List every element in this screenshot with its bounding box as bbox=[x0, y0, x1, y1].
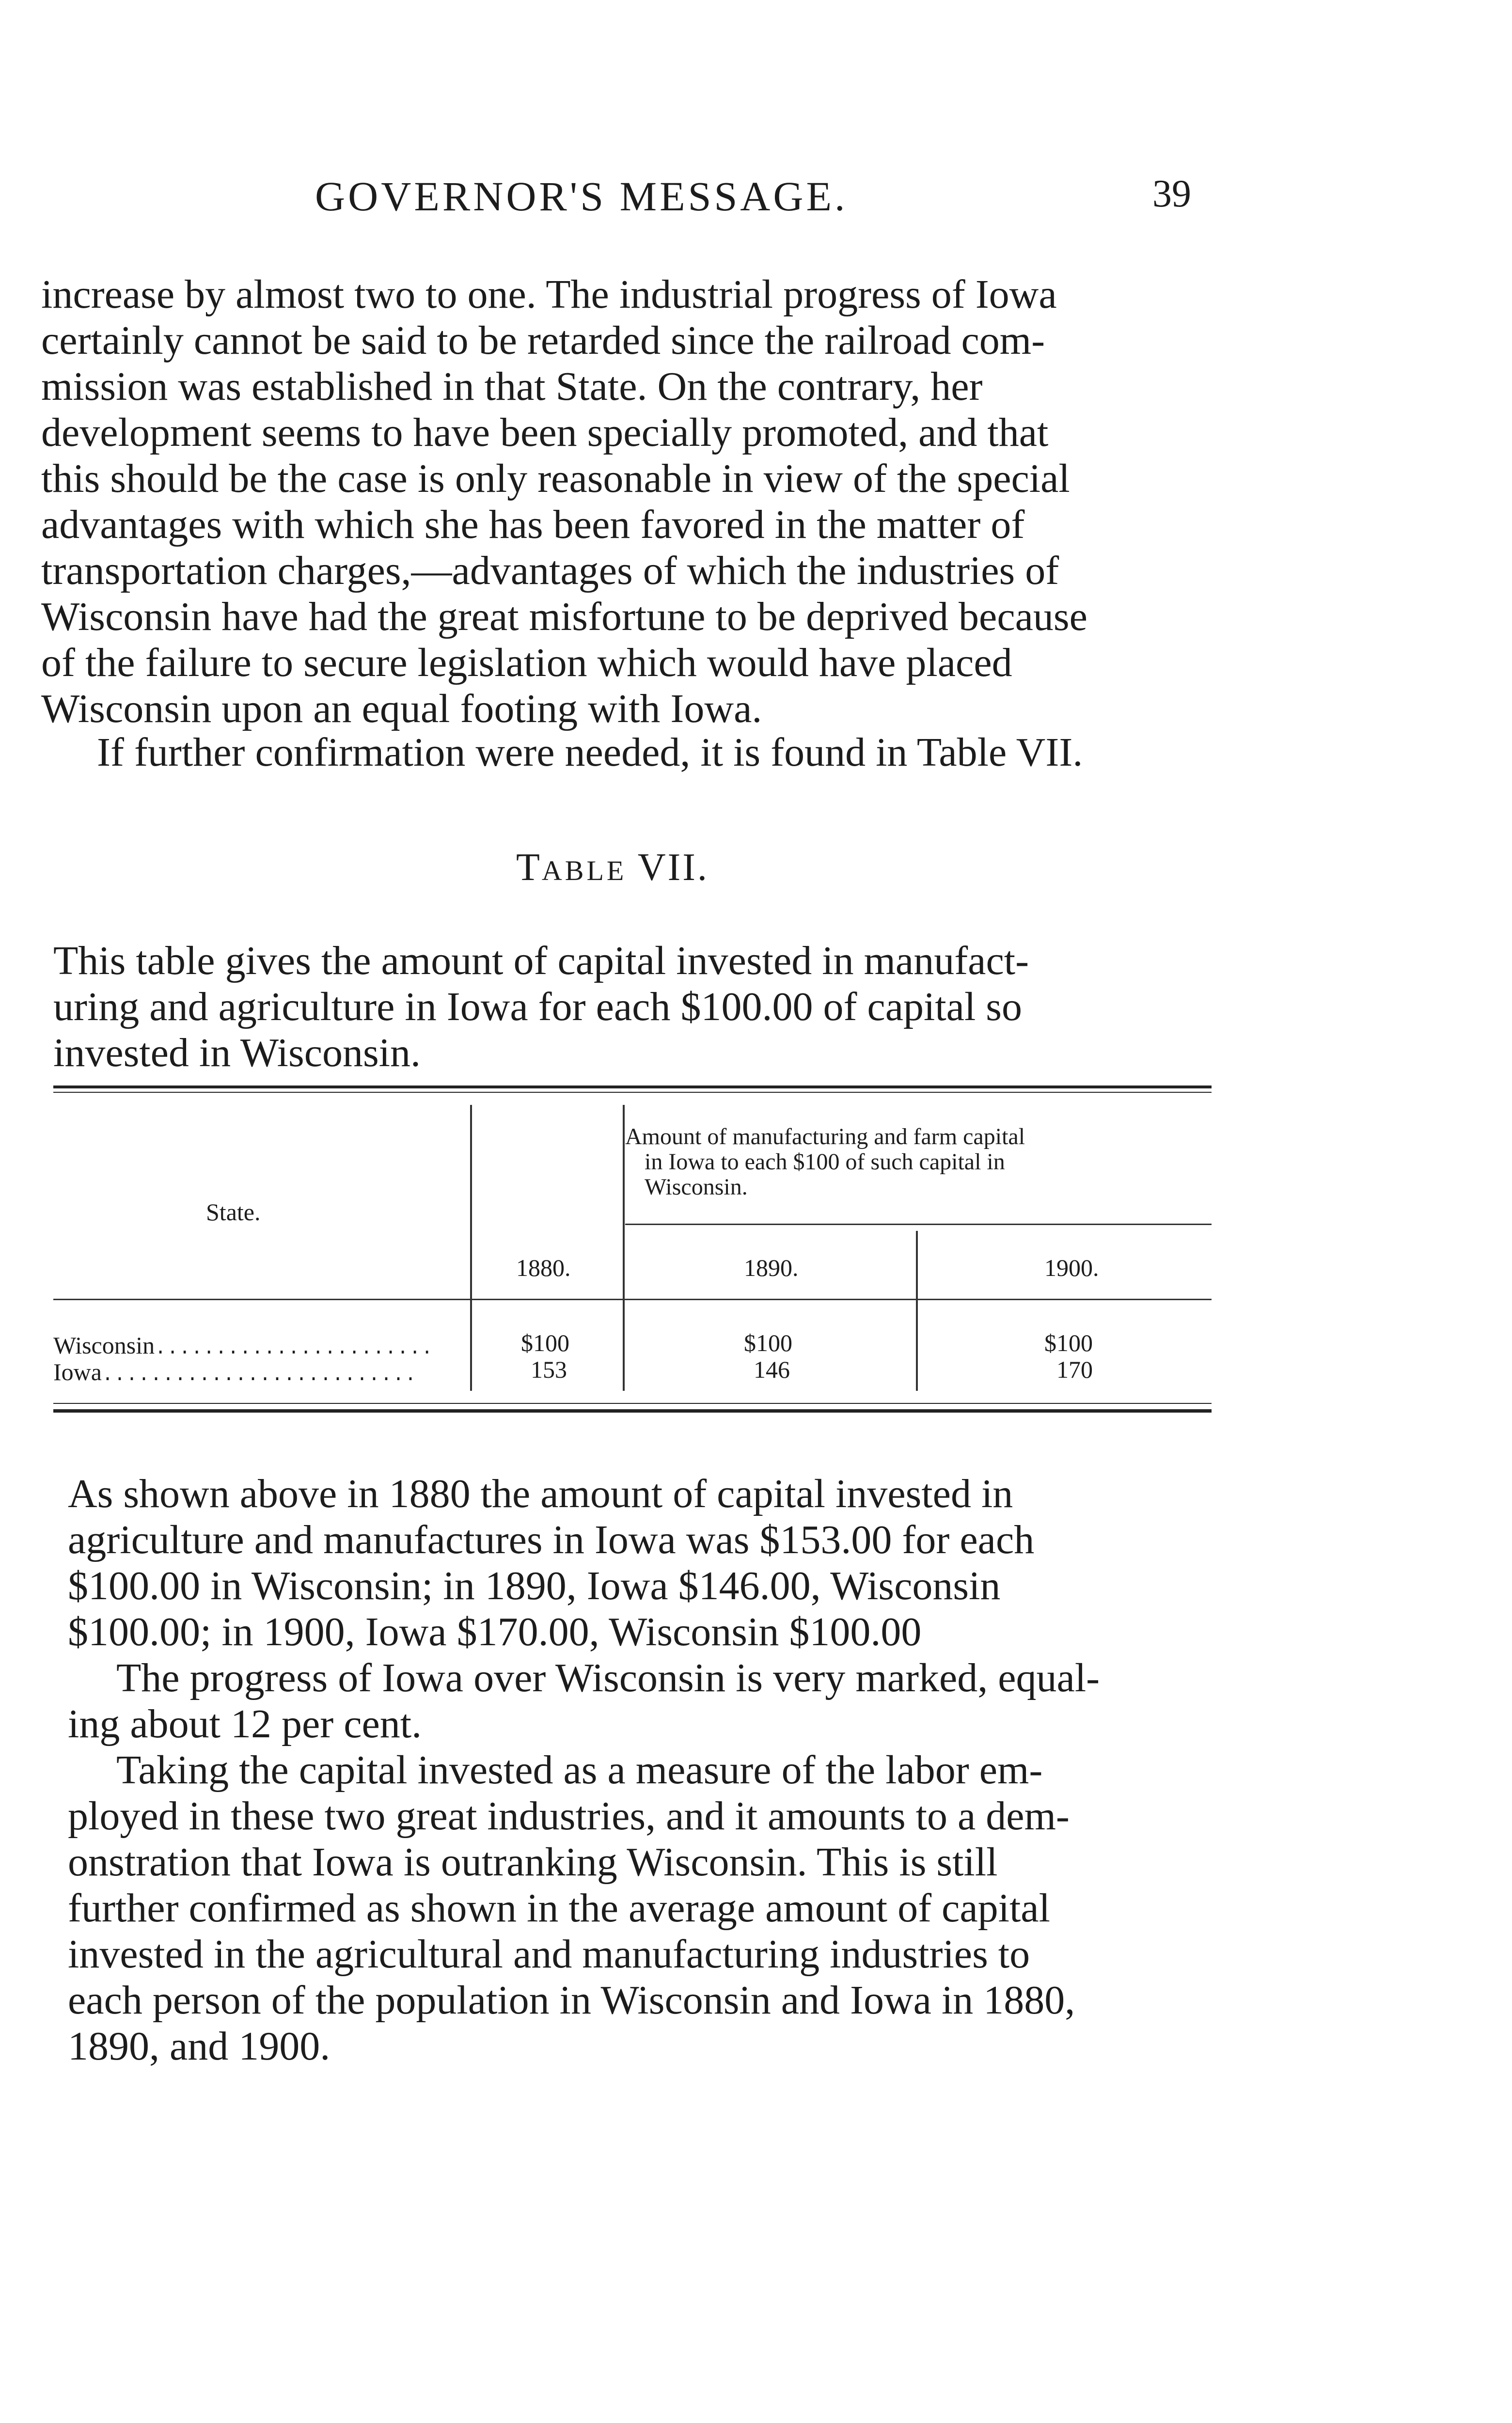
text-line: this should be the case is only reasonable in view of the special bbox=[41, 456, 1070, 501]
paragraph-1 bbox=[41, 271, 1204, 732]
state-name: Iowa bbox=[53, 1358, 102, 1385]
text-line: Taking the capital invested as a measure of the labor em- bbox=[116, 1747, 1043, 1793]
text-line: each person of the population in Wisconsin and Iowa in 1880, bbox=[68, 1978, 1075, 2023]
table-caption bbox=[53, 938, 1207, 1076]
text-line: agriculture and manufactures in Iowa was $153.00 for each bbox=[68, 1517, 1035, 1562]
year-header-1890: 1890. bbox=[744, 1254, 799, 1281]
text-line: This table gives the amount of capital invested in manufact- bbox=[53, 938, 1029, 983]
table-cell: $100 bbox=[521, 1329, 569, 1356]
text-line: invested in the agricultural and manufacturing industries to bbox=[68, 1932, 1030, 1977]
table-title-smallcaps: ABLE bbox=[541, 855, 627, 886]
year-header-1900: 1900. bbox=[1044, 1254, 1099, 1281]
table-top-rule bbox=[53, 1086, 1212, 1088]
column-divider bbox=[470, 1105, 472, 1391]
text-line: certainly cannot be said to be retarded since the railroad com- bbox=[41, 318, 1045, 363]
table-title-number: VII. bbox=[637, 846, 709, 889]
text-line: If further confirmation were needed, it is found in Table VII. bbox=[97, 730, 1083, 775]
row-state-iowa bbox=[53, 1359, 417, 1388]
column-divider bbox=[623, 1105, 625, 1391]
header-bottom-rule bbox=[53, 1299, 1212, 1300]
text-line: mission was established in that State. On the contrary, her bbox=[41, 364, 983, 409]
year-header-1880: 1880. bbox=[516, 1254, 571, 1281]
text-line: Wisconsin have had the great misfortune to be deprived because bbox=[41, 594, 1087, 639]
table-cell: 170 bbox=[1056, 1356, 1093, 1383]
paragraph-3 bbox=[68, 1471, 1221, 2069]
table-cell: 153 bbox=[531, 1356, 567, 1383]
text-line: increase by almost two to one. The industrial progress of Iowa bbox=[41, 272, 1057, 317]
row-state-wisconsin bbox=[53, 1333, 433, 1362]
table-top-rule-thin bbox=[53, 1092, 1212, 1093]
running-title: GOVERNOR'S MESSAGE. bbox=[315, 173, 848, 220]
text-line: As shown above in 1880 the amount of capital invested in bbox=[68, 1471, 1013, 1516]
text-line: ing about 12 per cent. bbox=[68, 1701, 422, 1746]
paragraph-2 bbox=[97, 729, 1207, 775]
page-header bbox=[0, 172, 1512, 225]
text-line: ployed in these two great industries, and it amounts to a dem- bbox=[68, 1794, 1070, 1839]
group-header bbox=[625, 1124, 1212, 1200]
text-line: The progress of Iowa over Wisconsin is very marked, equal- bbox=[116, 1655, 1100, 1700]
text-line: Wisconsin upon an equal footing with Iowa. bbox=[41, 686, 762, 731]
page-number: 39 bbox=[1152, 173, 1191, 215]
leader-dots: ....................... bbox=[155, 1338, 434, 1360]
header-group-rule bbox=[625, 1224, 1212, 1225]
group-header-line: Wisconsin. bbox=[645, 1174, 748, 1200]
table-title-initial: T bbox=[516, 846, 542, 889]
table-cell: $100 bbox=[744, 1329, 792, 1356]
text-line: transportation charges,—advantages of which the industries of bbox=[41, 548, 1059, 593]
table-bottom-rule bbox=[53, 1409, 1212, 1413]
text-line: uring and agriculture in Iowa for each $100.00 of capital so bbox=[53, 984, 1022, 1029]
text-line: $100.00; in 1900, Iowa $170.00, Wisconsin $100.00 bbox=[68, 1609, 922, 1654]
group-header-line: in Iowa to each $100 of such capital in bbox=[645, 1149, 1005, 1175]
state-header: State. bbox=[206, 1198, 261, 1226]
table-title bbox=[516, 846, 709, 890]
text-line: onstration that Iowa is outranking Wisconsin. This is still bbox=[68, 1840, 998, 1885]
text-line: advantages with which she has been favored in the matter of bbox=[41, 502, 1025, 547]
table-cell: $100 bbox=[1044, 1329, 1093, 1356]
text-line: $100.00 in Wisconsin; in 1890, Iowa $146.00, Wisconsin bbox=[68, 1563, 1001, 1608]
text-line: 1890, and 1900. bbox=[68, 2024, 331, 2069]
column-divider bbox=[916, 1231, 918, 1391]
state-name: Wisconsin bbox=[53, 1332, 155, 1359]
leader-dots: .......................... bbox=[101, 1365, 417, 1386]
text-line: development seems to have been specially promoted, and that bbox=[41, 410, 1049, 455]
text-line: further confirmed as shown in the average amount of capital bbox=[68, 1886, 1050, 1931]
text-line: of the failure to secure legislation which would have placed bbox=[41, 640, 1012, 685]
table-cell: 146 bbox=[754, 1356, 790, 1383]
data-table bbox=[53, 1086, 1212, 1420]
group-header-line: Amount of manufacturing and farm capital bbox=[625, 1124, 1025, 1149]
text-line: invested in Wisconsin. bbox=[53, 1030, 421, 1075]
table-bottom-rule-thin bbox=[53, 1403, 1212, 1404]
